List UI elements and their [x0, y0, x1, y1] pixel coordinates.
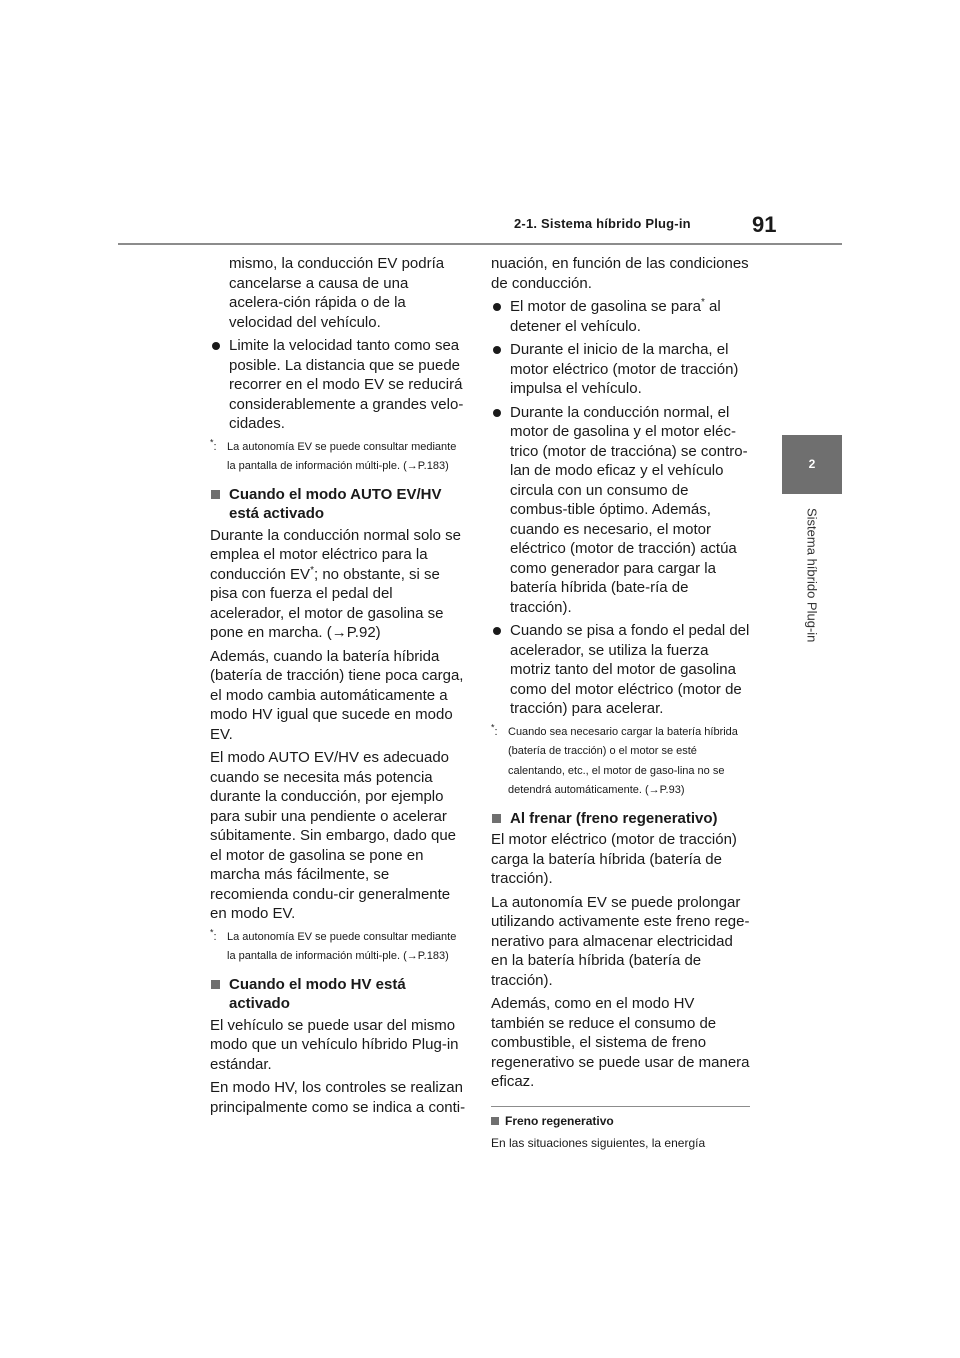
bullet-dot-icon	[212, 342, 220, 350]
bullet-dot-icon	[493, 346, 501, 354]
paragraph: El vehículo se puede usar del mismo modo que un vehículo híbrido Plug-in estándar.	[210, 1016, 459, 1073]
chapter-tab: 2	[782, 435, 842, 494]
note-heading-text: Freno regenerativo	[505, 1113, 614, 1128]
heading-text: Al frenar (freno regenerativo)	[510, 809, 718, 827]
header-rule	[118, 243, 842, 245]
bullet-text: El motor de gasolina se para* al detener el vehículo.	[510, 297, 721, 335]
right-column	[491, 254, 750, 1156]
chapter-title: Sistema híbrido Plug-in	[804, 508, 820, 643]
heading-text: Cuando el modo AUTO EV/HV está activado	[229, 485, 442, 522]
bullet-item	[491, 297, 750, 336]
paragraph: El motor eléctrico (motor de tracción) carga la batería híbrida (batería de tracción).	[491, 831, 737, 887]
note-text: En las situaciones siguientes, la energía	[491, 1135, 706, 1150]
footnote	[210, 438, 466, 477]
chapter-label	[782, 492, 842, 652]
bullet-item	[491, 403, 750, 618]
continued-text: nuación, en función de las condiciones de conducción.	[491, 255, 749, 292]
square-bullet-icon	[492, 814, 501, 823]
paragraph: En modo HV, los controles se realizan principalmente como se indica a conti-	[210, 1079, 466, 1116]
section-heading	[210, 975, 466, 1014]
bullet-dot-icon	[493, 627, 501, 635]
square-bullet-icon	[211, 490, 220, 499]
paragraph: El modo AUTO EV/HV es adecuado cuando se necesita más potencia durante la conducción, por ejemplo para subir una pendiente o acelerar súbitamente. Sin embargo, dado que el motor de gasolina se pone en marcha más fácilmente, se recomienda condu-cir generalmente en modo EV.	[210, 749, 456, 922]
footnote	[210, 928, 466, 967]
section-heading	[491, 809, 750, 829]
bullet-text: Durante la conducción normal, el motor de gasolina y el motor eléc-trico (motor de tracciónа) se contro-lan de modo eficaz y el vehículo circula con un consumo de combus-tible óptimo. Además, cuando es necesario, el motor eléctrico (motor de tracción) actúa como generador para cargar la batería híbrida (bate-ría de tracción).	[510, 403, 748, 616]
paragraph: Durante la conducción normal solo se emplea el motor eléctrico para la conducción EV*; no obstante, si se pisa con fuerza el pedal del acelerador, el motor de gasolina se pone en marcha. (→P.92)	[210, 526, 461, 641]
footnote-mark: *:	[491, 721, 498, 738]
paragraph: Además, cuando la batería híbrida (batería de tracción) tiene poca carga, el modo cambia automáticamente a modo HV igual que sucede en modo EV.	[210, 647, 464, 743]
continued-text: mismo, la conducción EV podría cancelarse a causa de una acelera-ción rápida o de la velocidad del vehículo.	[229, 255, 445, 331]
heading-text: Cuando el modo HV está activado	[229, 975, 406, 1012]
section-heading	[210, 485, 466, 524]
bullet-item	[491, 621, 750, 719]
note-heading	[491, 1113, 750, 1130]
footnote-text: Cuando sea necesario cargar la batería híbrida (batería de tracción) o el motor se esté calentando, etc., el motor de gaso-lina no se detendrá automáticamente. (→P.93)	[508, 725, 738, 796]
note-divider	[491, 1106, 750, 1107]
bullet-text: Limite la velocidad tanto como sea posible. La distancia que se puede recorrer en el modo EV se reducirá considerablemente a grandes velo-cidades.	[229, 337, 464, 432]
paragraph: Además, como en el modo HV también se reduce el consumo de combustible, el sistema de freno regenerativo se puede usar de manera eficaz.	[491, 995, 750, 1090]
bullet-text: Durante el inicio de la marcha, el motor eléctrico (motor de tracción) impulsa el vehículo.	[510, 341, 739, 397]
bullet-dot-icon	[493, 409, 501, 417]
bullet-dot-icon	[493, 303, 501, 311]
footnote-text: La autonomía EV se puede consultar mediante la pantalla de información múlti-ple. (→P.183)	[227, 930, 457, 962]
bullet-item	[491, 340, 750, 399]
square-bullet-icon	[211, 980, 220, 989]
page-number: 91	[752, 212, 777, 237]
footnote-mark: *:	[210, 436, 217, 453]
left-column	[210, 254, 466, 1121]
footnote	[491, 723, 750, 801]
section-title: 2-1. Sistema híbrido Plug-in	[514, 216, 691, 231]
footnote-mark: *:	[210, 926, 217, 943]
bullet-item	[210, 336, 466, 434]
paragraph: La autonomía EV se puede prolongar utilizando activamente este freno rege-nerativo para almacenar electricidad en la batería híbrida (batería de tracción).	[491, 893, 750, 989]
square-bullet-icon	[491, 1117, 499, 1125]
footnote-text: La autonomía EV se puede consultar mediante la pantalla de información múlti-ple. (→P.183)	[227, 440, 457, 472]
bullet-text: Cuando se pisa a fondo el pedal del acelerador, se utiliza la fuerza motriz tanto del motor de gasolina como del motor eléctrico (motor de tracción) para acelerar.	[510, 622, 750, 717]
